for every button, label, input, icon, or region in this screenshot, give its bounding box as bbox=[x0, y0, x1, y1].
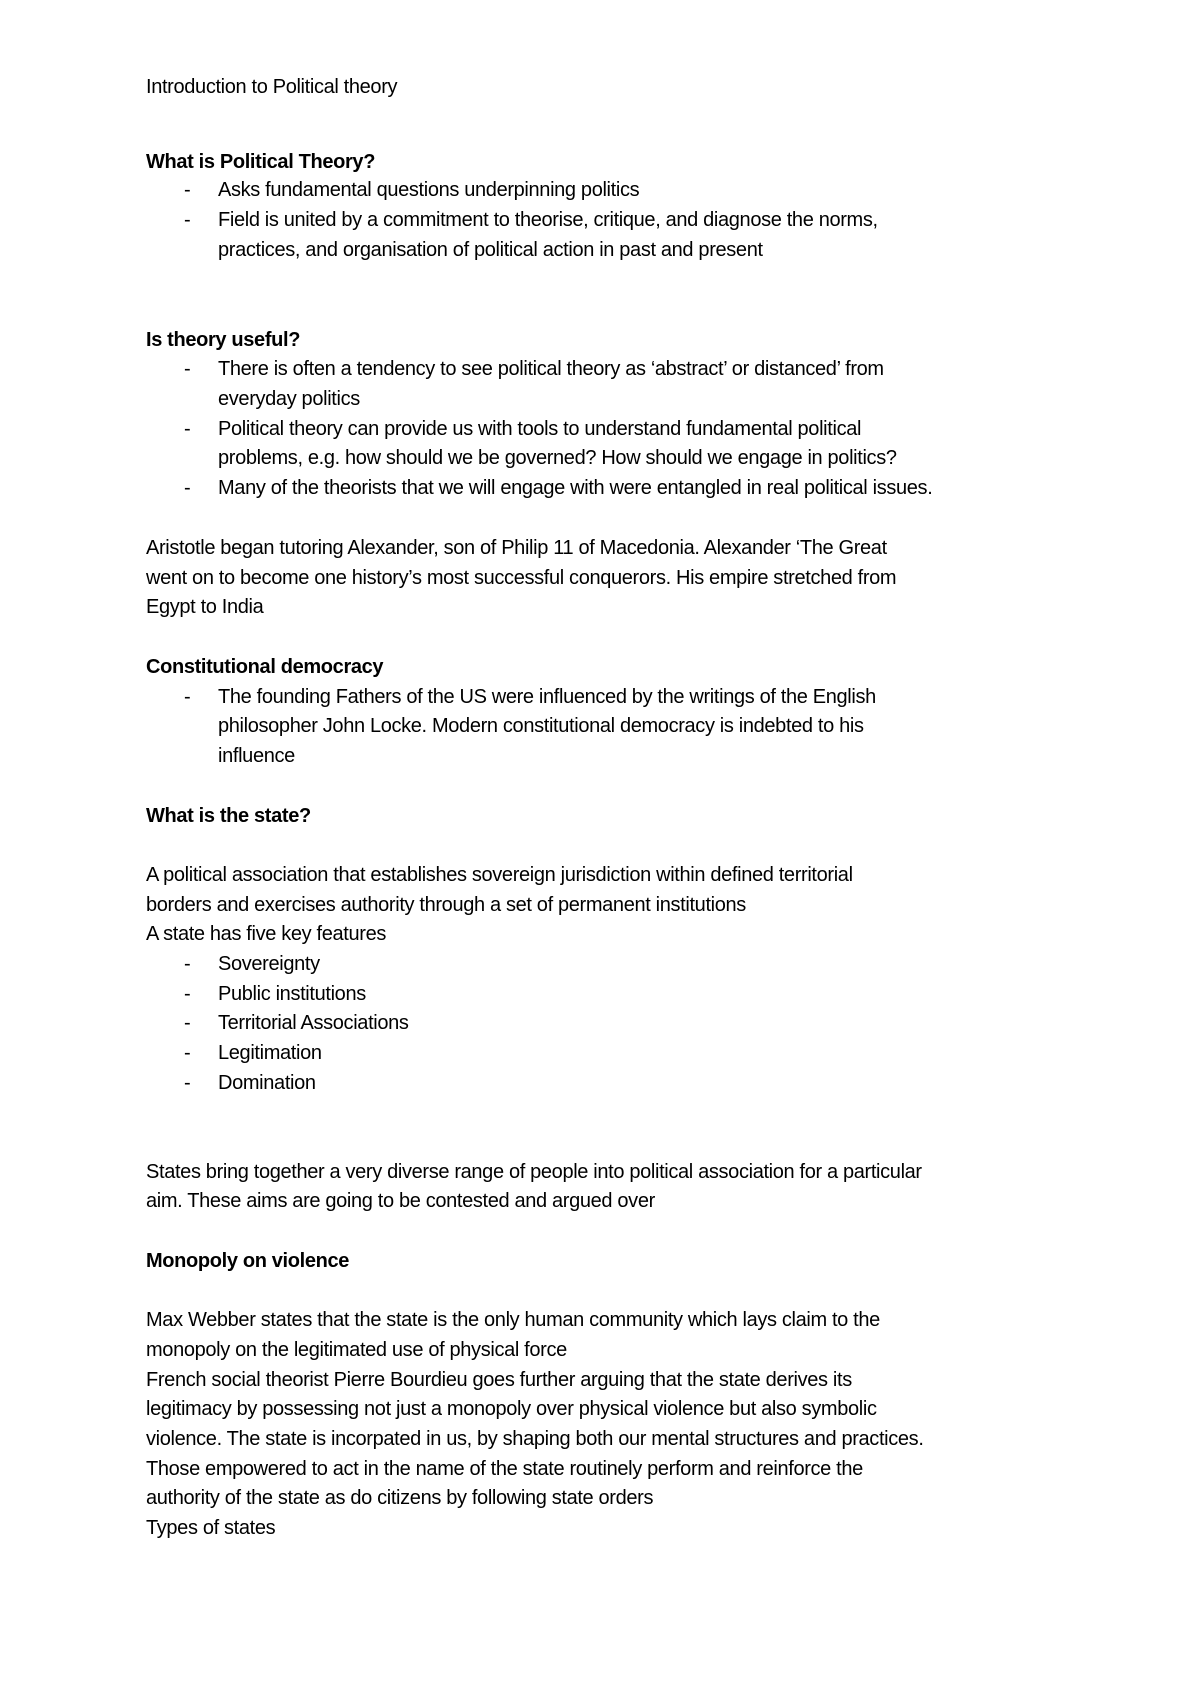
feature-public-institutions: Public institutions bbox=[218, 983, 366, 1005]
feature-sovereignty: Sovereignty bbox=[218, 953, 320, 975]
heading-what-is-the-state: What is the state? bbox=[146, 805, 311, 827]
bullet-text: Asks fundamental questions underpinning politics bbox=[218, 179, 640, 201]
paragraph-line: Types of states bbox=[146, 1517, 276, 1539]
paragraph-line: authority of the state as do citizens by following state orders bbox=[146, 1487, 654, 1509]
bullet-dash: - bbox=[184, 1072, 191, 1094]
bullet-text-continuation: everyday politics bbox=[218, 388, 360, 410]
bullet-dash: - bbox=[184, 1012, 191, 1034]
heading-monopoly-on-violence: Monopoly on violence bbox=[146, 1250, 350, 1272]
paragraph-line: French social theorist Pierre Bourdieu goes further arguing that the state derives its bbox=[146, 1369, 852, 1391]
bullet-text: Field is united by a commitment to theorise, critique, and diagnose the norms, bbox=[218, 209, 878, 231]
paragraph-line: States bring together a very diverse range of people into political association for a particular bbox=[146, 1161, 922, 1183]
paragraph-line: went on to become one history’s most successful conquerors. His empire stretched from bbox=[146, 567, 897, 589]
bullet-text-continuation: influence bbox=[218, 745, 295, 767]
feature-territorial-associations: Territorial Associations bbox=[218, 1012, 409, 1034]
bullet-text-continuation: problems, e.g. how should we be governed? How should we engage in politics? bbox=[218, 447, 897, 469]
bullet-text: The founding Fathers of the US were influenced by the writings of the English bbox=[218, 686, 876, 708]
paragraph-line: A political association that establishes sovereign jurisdiction within defined territorial bbox=[146, 864, 853, 886]
bullet-text-continuation: practices, and organisation of political action in past and present bbox=[218, 239, 763, 261]
paragraph-line: monopoly on the legitimated use of physical force bbox=[146, 1339, 567, 1361]
bullet-dash: - bbox=[184, 358, 191, 380]
feature-legitimation: Legitimation bbox=[218, 1042, 322, 1064]
paragraph-line: borders and exercises authority through a set of permanent institutions bbox=[146, 894, 746, 916]
bullet-text: Many of the theorists that we will engage with were entangled in real political issues. bbox=[218, 477, 933, 499]
bullet-dash: - bbox=[184, 209, 191, 231]
paragraph-line: legitimacy by possessing not just a monopoly over physical violence but also symbolic bbox=[146, 1398, 877, 1420]
bullet-dash: - bbox=[184, 418, 191, 440]
document-title: Introduction to Political theory bbox=[146, 76, 398, 98]
paragraph-line: Egypt to India bbox=[146, 596, 264, 618]
bullet-dash: - bbox=[184, 477, 191, 499]
bullet-text: Political theory can provide us with tools to understand fundamental political bbox=[218, 418, 862, 440]
paragraph-line: Aristotle began tutoring Alexander, son of Philip 11 of Macedonia. Alexander ‘The Great bbox=[146, 537, 887, 559]
bullet-dash: - bbox=[184, 953, 191, 975]
heading-what-is-political-theory: What is Political Theory? bbox=[146, 151, 376, 173]
paragraph-line: A state has five key features bbox=[146, 923, 386, 945]
bullet-dash: - bbox=[184, 1042, 191, 1064]
heading-is-theory-useful: Is theory useful? bbox=[146, 329, 301, 351]
feature-domination: Domination bbox=[218, 1072, 316, 1094]
paragraph-line: violence. The state is incorpated in us, by shaping both our mental structures and practices. bbox=[146, 1428, 924, 1450]
bullet-text-continuation: philosopher John Locke. Modern constitutional democracy is indebted to his bbox=[218, 715, 864, 737]
bullet-dash: - bbox=[184, 686, 191, 708]
bullet-text: There is often a tendency to see political theory as ‘abstract’ or distanced’ from bbox=[218, 358, 884, 380]
paragraph-line: Those empowered to act in the name of the state routinely perform and reinforce the bbox=[146, 1458, 863, 1480]
bullet-dash: - bbox=[184, 179, 191, 201]
paragraph-line: aim. These aims are going to be contested and argued over bbox=[146, 1190, 655, 1212]
heading-constitutional-democracy: Constitutional democracy bbox=[146, 656, 384, 678]
paragraph-line: Max Webber states that the state is the only human community which lays claim to the bbox=[146, 1309, 880, 1331]
bullet-dash: - bbox=[184, 983, 191, 1005]
